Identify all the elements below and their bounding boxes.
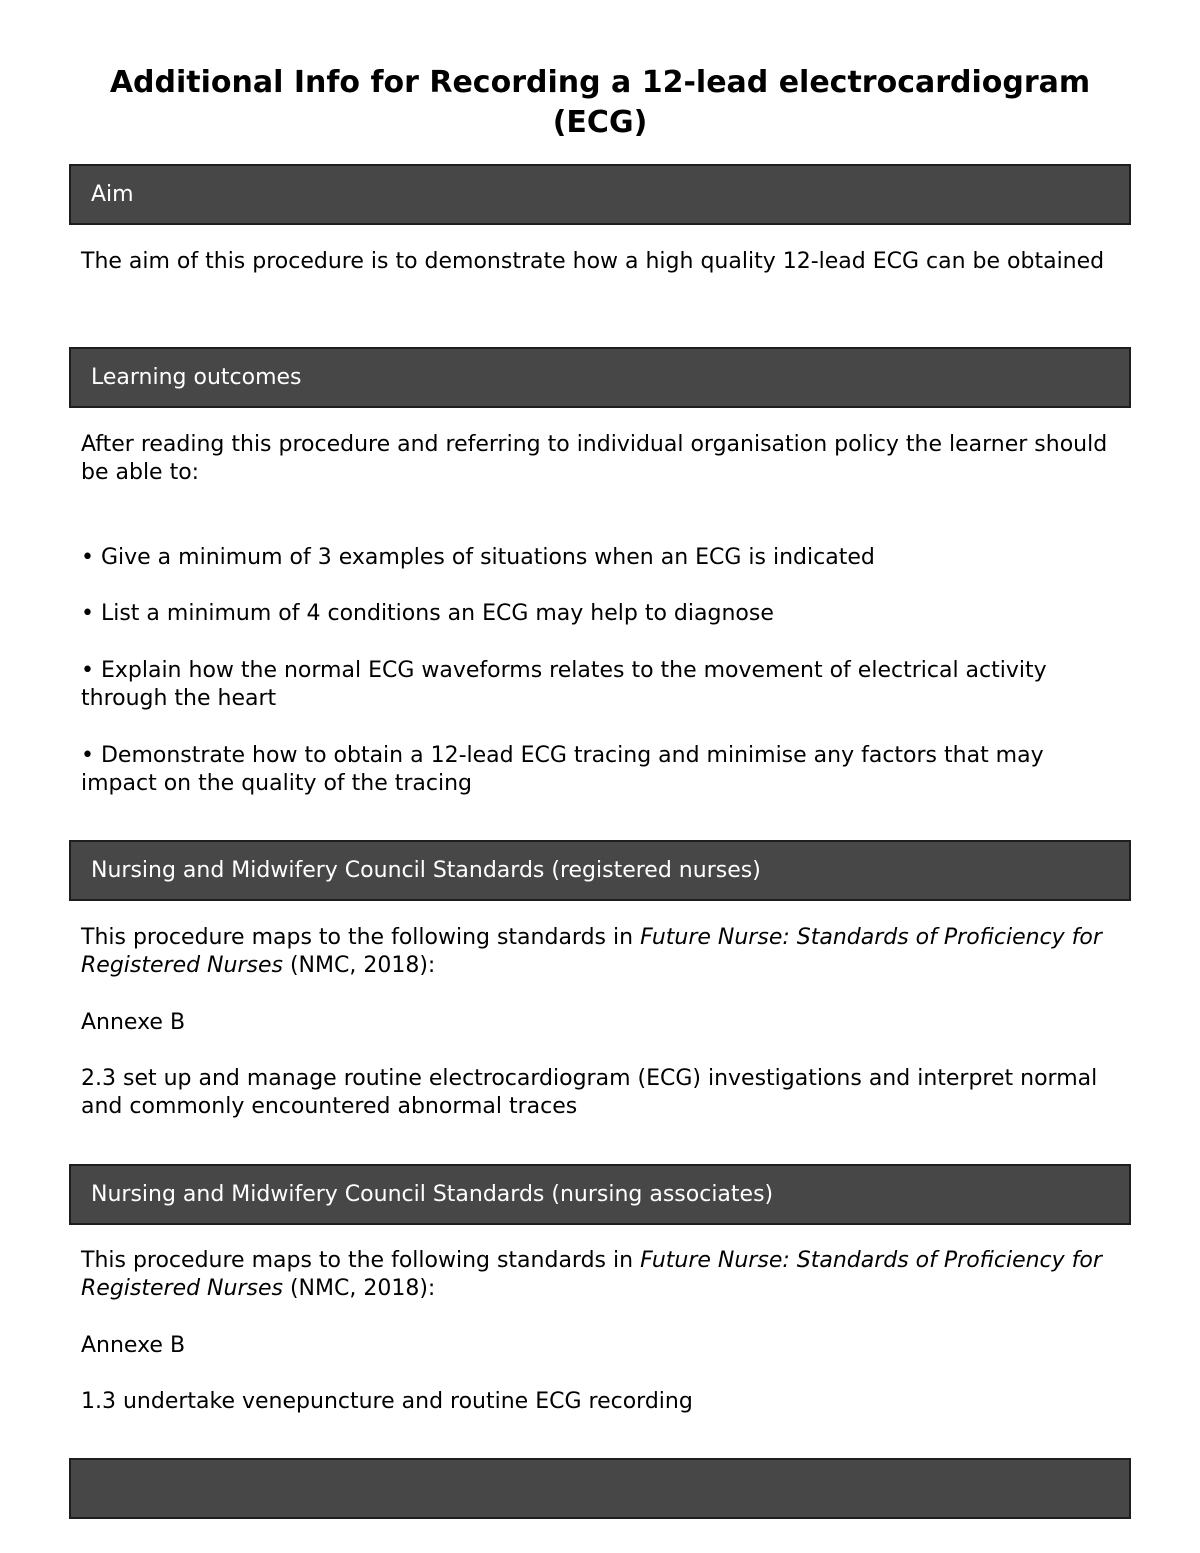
nmc-associates-intro [81,1247,1126,1303]
standards-document-title: Future Nurse: Standards of Proficiency for Registered Nurses [81,1248,1102,1301]
learning-outcomes-intro: After reading this procedure and referring to individual organisation policy the learner should be able to: [81,432,1108,485]
nmc-registered-standard: 2.3 set up and manage routine electrocardiogram (ECG) investigations and interpret normal and commonly encountered abnormal traces [81,1066,1098,1119]
section-header-learning-outcomes [69,347,1131,408]
nmc-associates-annexe: Annexe B [81,1333,186,1358]
learning-outcome-item: • Give a minimum of 3 examples of situations when an ECG is indicated [81,545,875,570]
nmc-registered-annexe: Annexe B [81,1010,186,1035]
learning-outcome-item: • List a minimum of 4 conditions an ECG may help to diagnose [81,601,774,626]
intro-prefix: This procedure maps to the following standards in [81,1248,641,1273]
section-heading-nmc-nursing-associates: Nursing and Midwifery Council Standards (nursing associates) [91,1182,774,1207]
aim-text: The aim of this procedure is to demonstrate how a high quality 12-lead ECG can be obtained [81,249,1105,274]
section-header-next [69,1458,1131,1519]
intro-suffix: (NMC, 2018): [282,953,436,978]
page-title: Additional Info for Recording a 12-lead electrocardiogram (ECG) [109,65,1091,140]
section-heading-nmc-registered-nurses: Nursing and Midwifery Council Standards (registered nurses) [91,858,761,883]
nmc-associates-standard: 1.3 undertake venepuncture and routine ECG recording [81,1389,693,1414]
section-header-nmc-registered-nurses [69,840,1131,901]
nmc-registered-intro [81,924,1126,980]
learning-outcome-item: • Explain how the normal ECG waveforms relates to the movement of electrical activity through the heart [81,658,1047,711]
intro-prefix: This procedure maps to the following standards in [81,925,641,950]
standards-document-title: Future Nurse: Standards of Proficiency for Registered Nurses [81,925,1102,978]
section-heading-learning-outcomes: Learning outcomes [91,365,302,390]
section-header-nmc-nursing-associates [69,1164,1131,1225]
section-heading-aim: Aim [91,182,134,207]
intro-suffix: (NMC, 2018): [282,1276,436,1301]
section-header-aim [69,164,1131,225]
learning-outcome-item: • Demonstrate how to obtain a 12-lead ECG tracing and minimise any factors that may impact on the quality of the tracing [81,743,1044,796]
